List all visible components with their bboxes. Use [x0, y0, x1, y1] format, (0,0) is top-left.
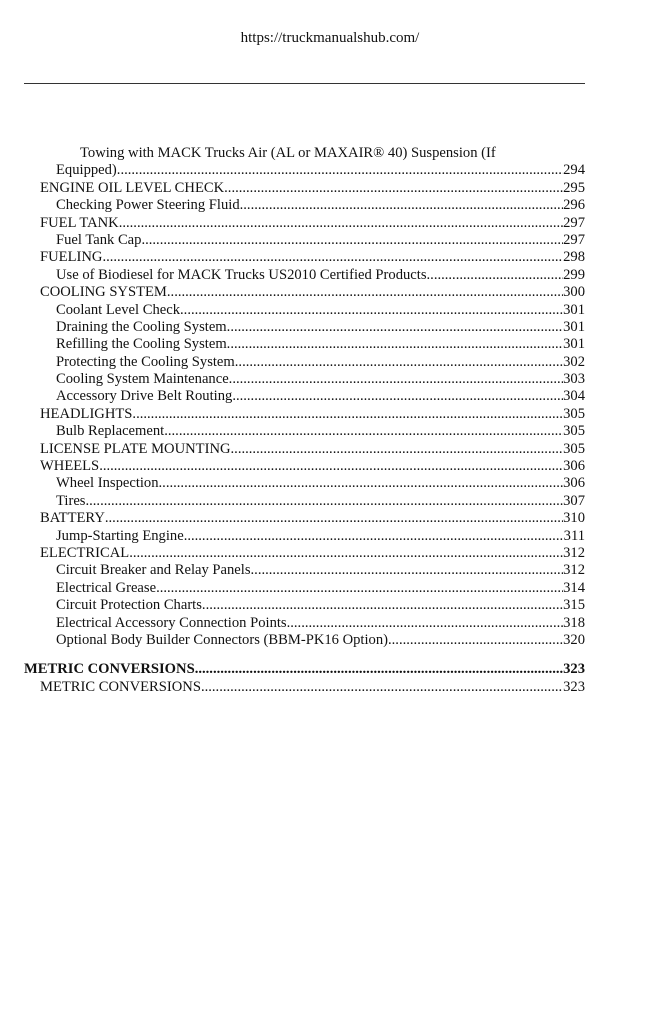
toc-entry-page: 294 [563, 162, 585, 179]
toc-entry[interactable] [24, 423, 585, 440]
toc-entry[interactable] [24, 319, 585, 336]
toc-entry-title: LICENSE PLATE MOUNTING [40, 440, 231, 457]
toc-entry-page: 305 [563, 440, 585, 457]
toc-section-metric[interactable] [24, 661, 585, 678]
toc-entry[interactable] [24, 232, 585, 249]
toc-entry-page: 312 [563, 562, 585, 579]
toc-leader-dots [102, 249, 563, 266]
toc-entry-page: 296 [563, 197, 585, 214]
toc-entry-title: Cooling System Maintenance [56, 371, 229, 388]
toc-entry[interactable] [24, 406, 585, 423]
toc-entry-title: Tires [56, 492, 86, 509]
toc-entry-title: HEADLIGHTS [40, 405, 133, 422]
toc-entry[interactable] [24, 632, 585, 649]
toc-entry-title: WHEELS [40, 458, 100, 475]
toc-entry-page: 314 [563, 579, 585, 596]
toc-leader-dots [251, 562, 564, 579]
toc-leader-dots [105, 510, 563, 527]
toc-leader-dots [427, 267, 564, 284]
toc-entry-page: 303 [563, 371, 585, 388]
toc-entry[interactable] [24, 354, 585, 371]
toc-entry-page: 301 [563, 336, 585, 353]
toc-entry[interactable] [24, 615, 585, 632]
toc-section-entries [24, 679, 585, 696]
toc-leader-dots [117, 162, 563, 179]
toc-entry-page: 298 [563, 249, 585, 266]
toc-entry-page: 310 [563, 510, 585, 527]
toc-leader-dots [141, 232, 563, 249]
toc-entry-page: 301 [563, 301, 585, 318]
toc-entry-title: Checking Power Steering Fluid [56, 197, 240, 214]
toc-leader-dots [388, 632, 563, 649]
toc-entry-page: 301 [563, 318, 585, 335]
toc-leader-dots [159, 475, 564, 492]
toc-entry-title: Draining the Cooling System [56, 318, 227, 335]
toc-entry-page: 297 [563, 214, 585, 231]
toc-leader-dots [227, 319, 563, 336]
toc-entry-title: Wheel Inspection [56, 475, 159, 492]
toc-entry[interactable] [24, 679, 585, 696]
toc-entry-page: 304 [563, 388, 585, 405]
toc-entry[interactable] [24, 215, 585, 232]
toc-entry-title: COOLING SYSTEM [40, 284, 167, 301]
toc-entry-page: 323 [563, 678, 585, 695]
toc-leader-dots [119, 215, 563, 232]
toc-entry[interactable] [24, 267, 585, 284]
toc-entry[interactable] [24, 580, 585, 597]
toc-entry-title: Use of Biodiesel for MACK Trucks US2010 Certified Products [56, 266, 427, 283]
toc-entry-page: 307 [563, 492, 585, 509]
toc-entry-title: Coolant Level Check [56, 301, 181, 318]
toc-entry-title: Bulb Replacement [56, 423, 165, 440]
toc-entry[interactable] [24, 284, 585, 301]
toc-entry[interactable] [24, 528, 585, 545]
toc-entry-title-line1: Towing with MACK Trucks Air (AL or MAXAIR® 40) Suspension (If [80, 145, 496, 161]
toc-entry[interactable] [24, 493, 585, 510]
toc-leader-dots [85, 493, 563, 510]
toc-leader-dots [224, 180, 563, 197]
toc-entry-towing[interactable] [24, 145, 585, 180]
toc-entry-title: FUEL TANK [40, 214, 119, 231]
toc-entry-title: Refilling the Cooling System [56, 336, 227, 353]
toc-leader-dots [129, 545, 563, 562]
toc-leader-dots [235, 354, 563, 371]
toc-leader-dots [232, 388, 563, 405]
toc-leader-dots [229, 371, 563, 388]
toc-entry[interactable] [24, 180, 585, 197]
toc-entry-title: Electrical Accessory Connection Points [56, 614, 287, 631]
toc-entry-page: 305 [563, 423, 585, 440]
toc-entry-title-line2: Equipped) [56, 162, 117, 179]
toc-entry-title: Protecting the Cooling System [56, 353, 235, 370]
header-divider [24, 83, 585, 84]
header-url[interactable]: https://truckmanualshub.com/ [240, 30, 420, 46]
toc-leader-dots [287, 615, 564, 632]
toc-entry-page: 320 [563, 631, 585, 648]
toc-entry[interactable] [24, 475, 585, 492]
toc-entry-title: Circuit Protection Charts [56, 597, 202, 614]
toc-entry-page: 297 [563, 231, 585, 248]
toc-entry[interactable] [24, 388, 585, 405]
toc-leader-dots [167, 284, 563, 301]
toc-leader-dots [201, 679, 563, 696]
toc-entry-page: 299 [563, 266, 585, 283]
toc-entry[interactable] [24, 371, 585, 388]
toc-entry[interactable] [24, 197, 585, 214]
toc-section-title: METRIC CONVERSIONS [24, 661, 195, 678]
toc-entry[interactable] [24, 510, 585, 527]
toc-entry-title: ELECTRICAL [40, 545, 130, 561]
toc-entry-title: BATTERY [40, 510, 105, 527]
toc-entry[interactable] [24, 562, 585, 579]
toc-leader-dots [227, 336, 563, 353]
toc-section-page: 323 [563, 661, 585, 678]
toc-leader-dots [184, 528, 564, 545]
toc-entry[interactable] [24, 458, 585, 475]
toc-leader-dots [156, 580, 563, 597]
toc-entry-title: Jump-Starting Engine [56, 527, 184, 544]
toc-entry[interactable] [24, 336, 585, 353]
toc-entry-title: FUELING [40, 249, 103, 266]
toc-entry-page: 300 [563, 284, 585, 301]
toc-entry-title: Electrical Grease [56, 579, 157, 596]
toc-entry-page: 315 [563, 597, 585, 614]
toc-leader-dots [180, 302, 563, 319]
toc-entry-page: 302 [563, 353, 585, 370]
toc-leader-dots [132, 406, 563, 423]
toc-leader-dots [240, 197, 563, 214]
toc-entry[interactable] [24, 249, 585, 266]
toc-entry-title: ENGINE OIL LEVEL CHECK [40, 179, 225, 196]
table-of-contents [24, 145, 585, 696]
toc-entries [24, 180, 585, 650]
toc-entry-page: 306 [563, 458, 585, 475]
toc-leader-dots [202, 597, 563, 614]
toc-entry[interactable] [24, 545, 585, 562]
toc-entry-title: Optional Body Builder Connectors (BBM-PK16 Option) [56, 631, 388, 648]
toc-leader-dots [231, 441, 564, 458]
toc-entry-title: Accessory Drive Belt Routing [56, 388, 233, 405]
toc-entry-page: 295 [563, 179, 585, 196]
toc-leader-dots [99, 458, 563, 475]
toc-entry-title: METRIC CONVERSIONS [40, 678, 201, 695]
toc-entry-page: 305 [563, 405, 585, 422]
toc-entry-page: 311 [563, 527, 585, 544]
toc-entry[interactable] [24, 441, 585, 458]
toc-entry-page: 318 [563, 614, 585, 631]
toc-entry[interactable] [24, 302, 585, 319]
toc-entry[interactable] [24, 597, 585, 614]
toc-leader-dots [195, 661, 563, 678]
toc-entry-title: Circuit Breaker and Relay Panels [56, 562, 251, 579]
toc-entry-page: 306 [563, 475, 585, 492]
toc-leader-dots [164, 423, 563, 440]
toc-entry-page: 312 [563, 545, 585, 561]
toc-entry-title: Fuel Tank Cap [56, 231, 142, 248]
